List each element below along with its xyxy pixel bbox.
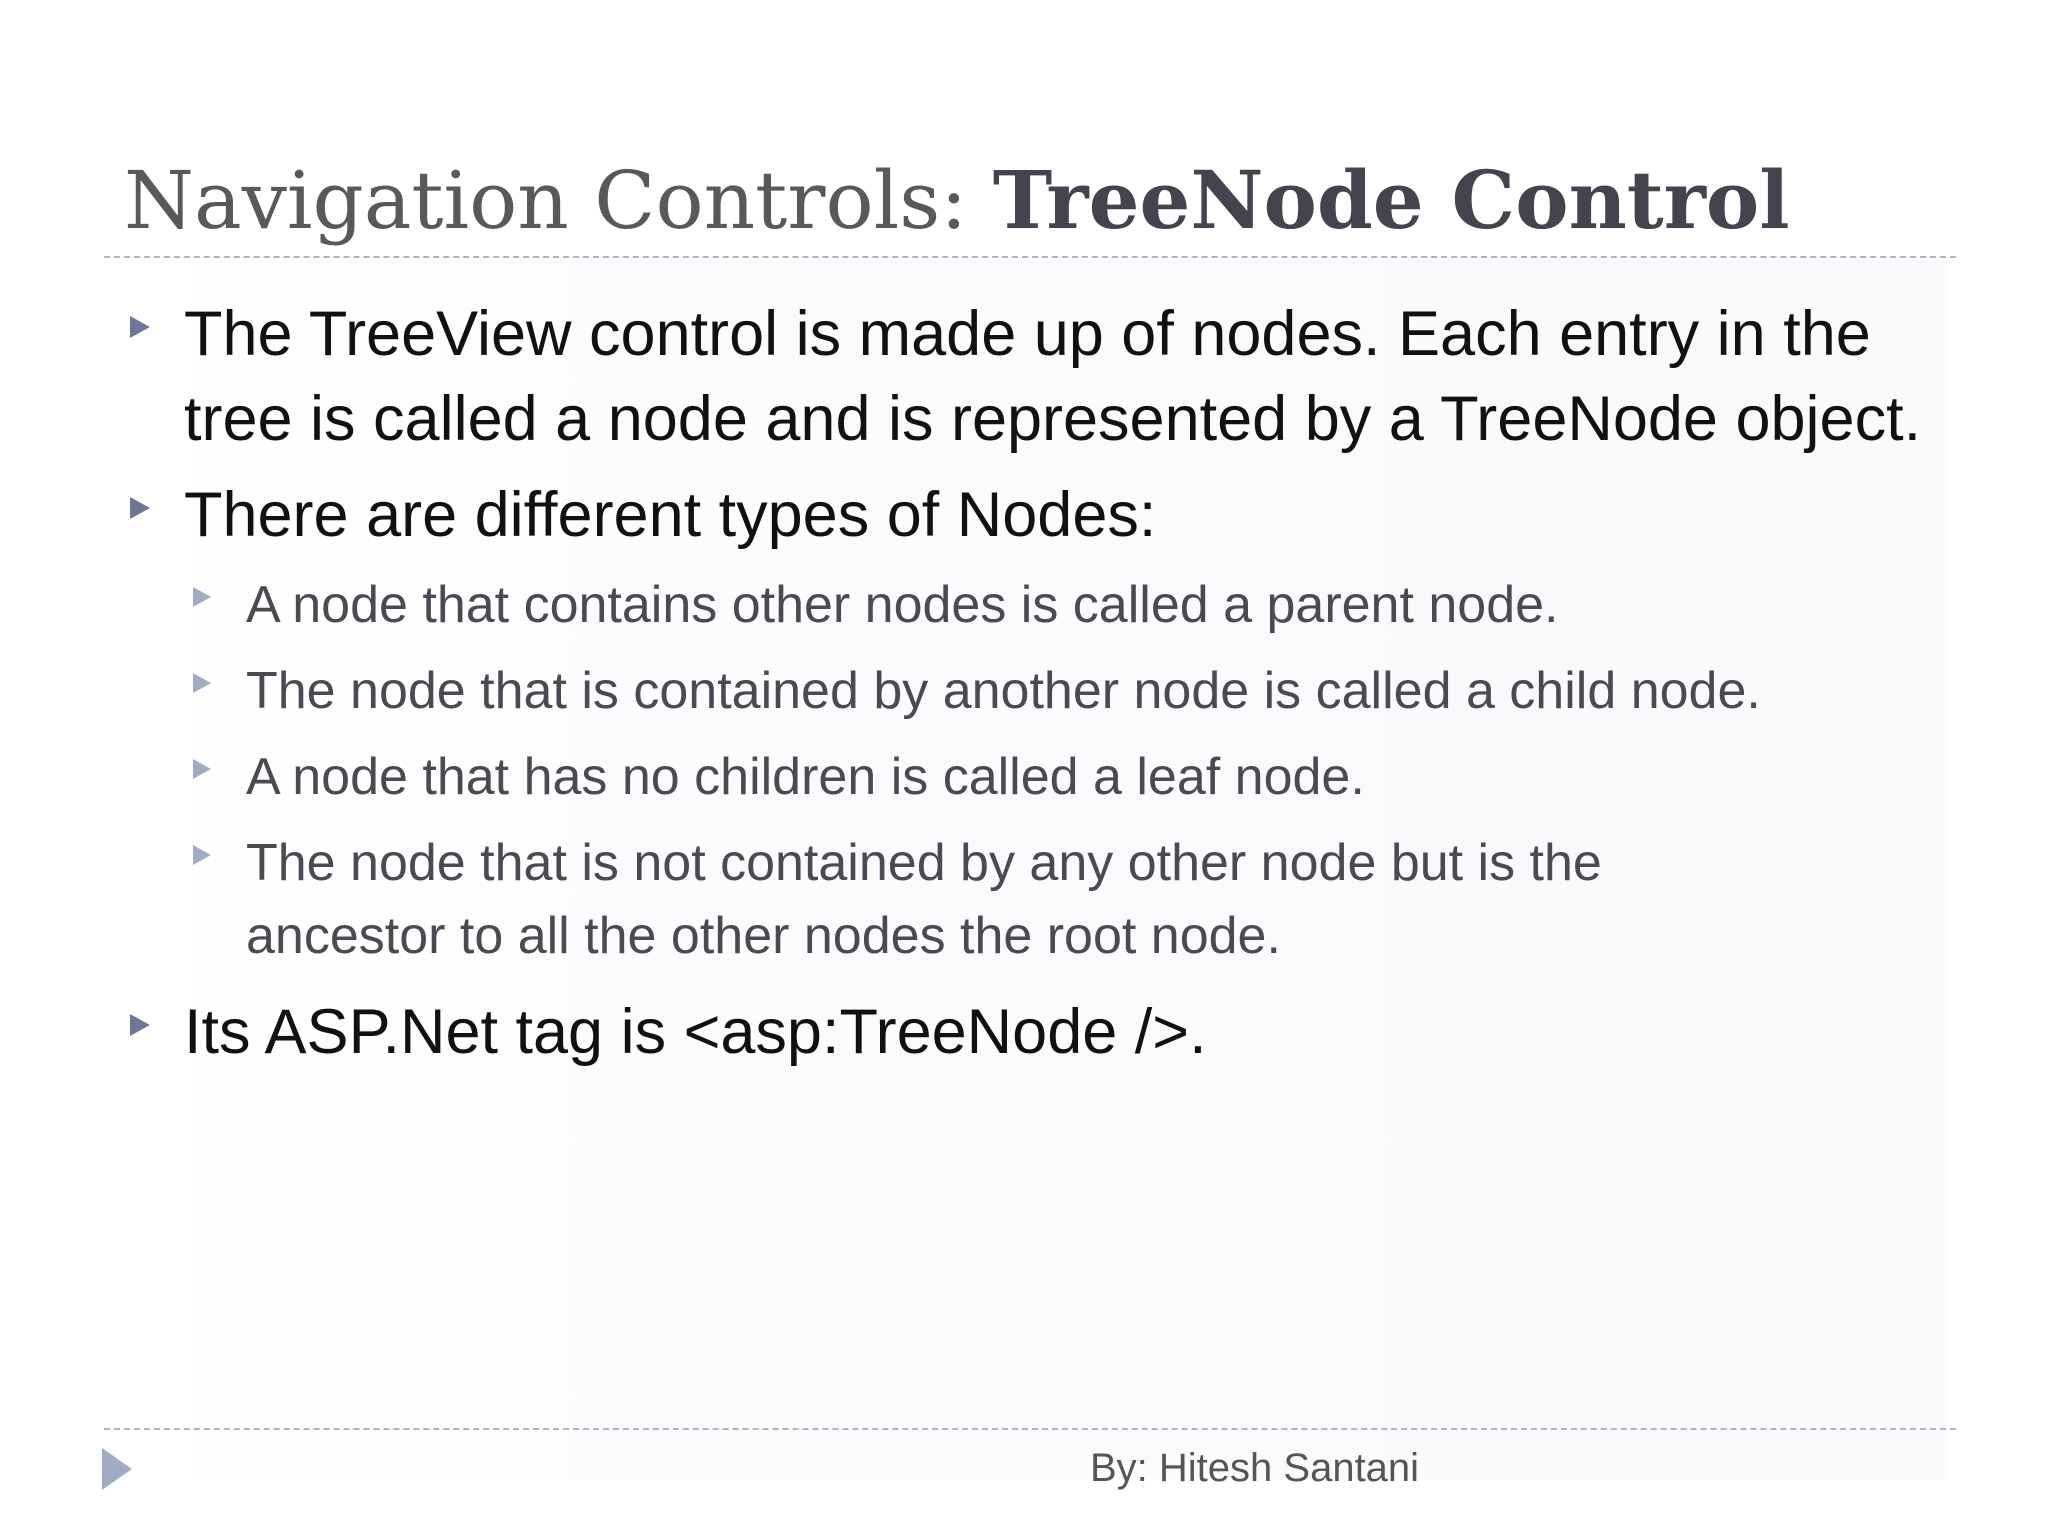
- sub-bullet-line: ancestor to all the other nodes the root node.: [246, 907, 1281, 965]
- sub-bullet-item: [246, 569, 1559, 642]
- sub-bullet-item: [246, 655, 1761, 728]
- sub-bullet-arrow-icon: [193, 759, 211, 779]
- sub-bullet-item: [246, 827, 1602, 973]
- bullet-item: [184, 990, 1207, 1075]
- title-prefix: Navigation Controls:: [124, 154, 993, 247]
- sub-bullet-arrow-icon: [193, 587, 211, 607]
- bullet-line: There are different types of Nodes:: [184, 480, 1157, 550]
- bullet-line: Its ASP.Net tag is <asp:TreeNode />.: [184, 997, 1207, 1067]
- sub-bullet-line: The node that is not contained by any other node but is the: [246, 834, 1602, 892]
- bullet-arrow-icon: [130, 497, 150, 519]
- footer-author: By: Hitesh Santani: [1090, 1446, 1420, 1490]
- footer-divider: [104, 1428, 1956, 1430]
- bullet-line: tree is called a node and is represented by a TreeNode object.: [184, 384, 1922, 454]
- sub-bullet-line: A node that contains other nodes is called a parent node.: [246, 576, 1559, 634]
- bullet-arrow-icon: [130, 1014, 150, 1036]
- sub-bullet-arrow-icon: [193, 845, 211, 865]
- bullet-item: [184, 473, 1156, 558]
- sub-bullet-arrow-icon: [193, 673, 211, 693]
- sub-bullet-line: The node that is contained by another node is called a child node.: [246, 662, 1761, 720]
- bullet-item: [184, 292, 1921, 462]
- triangle-right-icon[interactable]: [102, 1448, 132, 1490]
- sub-bullet-item: [246, 741, 1365, 814]
- title-main: TreeNode Control: [992, 153, 1790, 247]
- sub-bullet-line: A node that has no children is called a leaf node.: [246, 748, 1365, 806]
- bullet-line: The TreeView control is made up of nodes. Each entry in the: [184, 299, 1871, 369]
- bullet-arrow-icon: [130, 316, 150, 338]
